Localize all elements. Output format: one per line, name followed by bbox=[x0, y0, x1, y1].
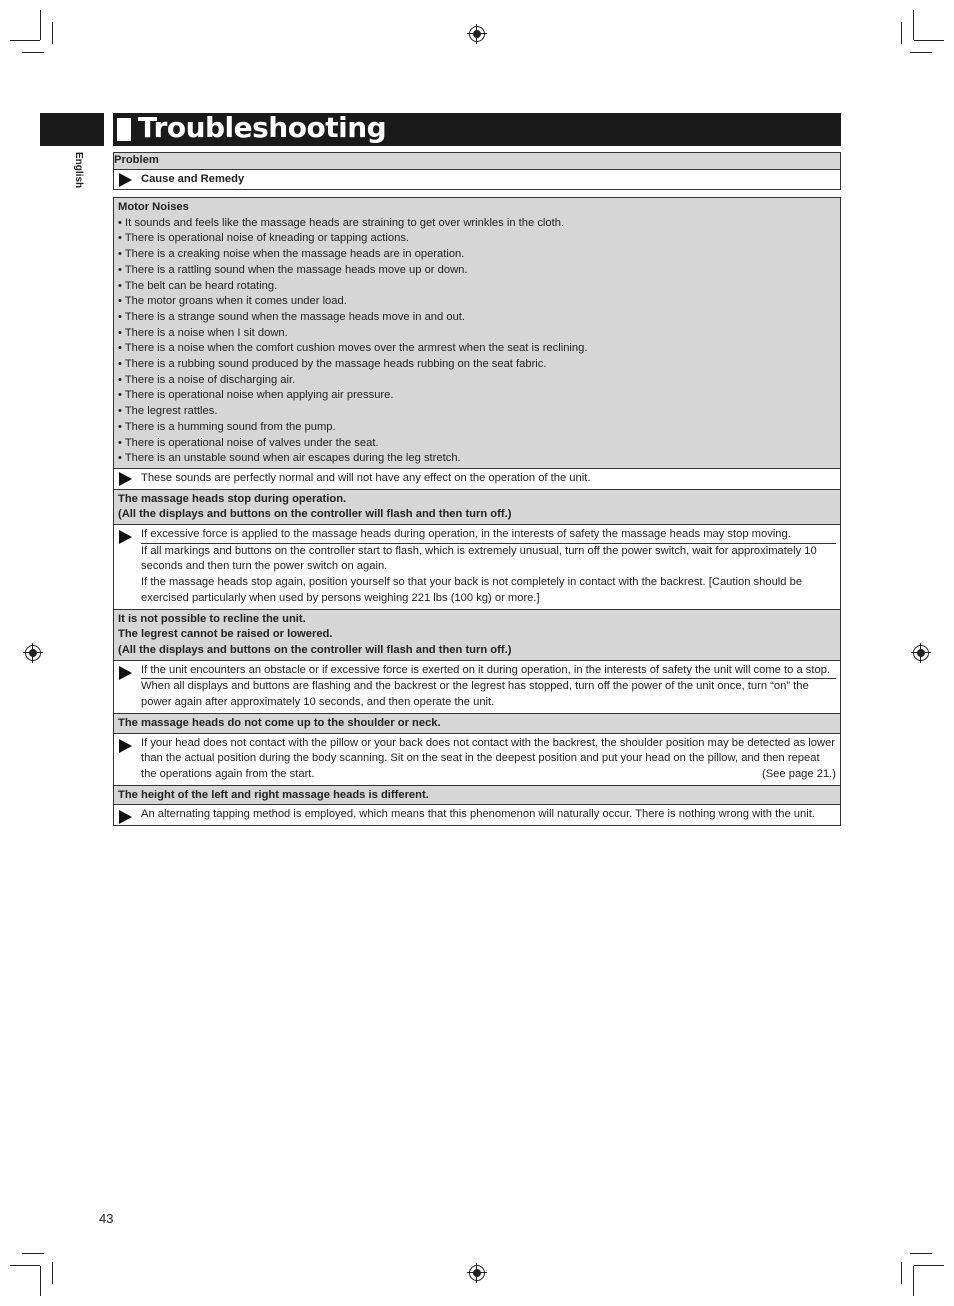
remedy-text: If your head does not contact with the pillow or your back does not contact with the backrest, the shoulder position may be detected as lower than the actual position during the body scanning. Sit on the seat in the deepest position and put your head on the pillow, and then repeat the operations again from the start. bbox=[141, 736, 836, 780]
crop-mark bbox=[22, 52, 44, 53]
table-row bbox=[114, 805, 841, 826]
troubleshooting-table bbox=[113, 197, 841, 826]
list-item: • The belt can be heard rotating. bbox=[118, 279, 278, 292]
language-label: English bbox=[73, 152, 84, 189]
problem-title: (All the displays and buttons on the controller will flash and then turn off.) bbox=[118, 643, 512, 656]
remedy-text: These sounds are perfectly normal and will not have any effect on the operation of the unit. bbox=[141, 471, 591, 484]
registration-mark-icon bbox=[25, 645, 41, 661]
arrow-icon bbox=[119, 810, 132, 824]
crop-mark bbox=[40, 10, 41, 40]
problem-title: (All the displays and buttons on the controller will flash and then turn off.) bbox=[118, 508, 512, 521]
remedy-caution: If the unit encounters an obstacle or if excessive force is exerted on it during operation, in the interests of safety the unit will come to a stop. bbox=[141, 663, 836, 680]
page-reference: (See page 21.) bbox=[761, 767, 836, 780]
table-row bbox=[114, 660, 841, 713]
list-item: • There is a noise when I sit down. bbox=[118, 326, 288, 339]
table-row bbox=[114, 785, 841, 805]
crop-mark bbox=[913, 1266, 914, 1296]
page-title: Troubleshooting bbox=[138, 111, 387, 144]
problem-heading: Problem bbox=[114, 154, 159, 166]
list-item: • There is a creaking noise when the massage heads are in operation. bbox=[118, 248, 465, 261]
arrow-icon bbox=[119, 666, 132, 680]
list-item: • There is operational noise of kneading or tapping actions. bbox=[118, 232, 410, 245]
list-item: • There is an unstable sound when air escapes during the leg stretch. bbox=[118, 452, 461, 465]
crop-mark bbox=[52, 22, 53, 44]
registration-mark-icon bbox=[469, 26, 485, 42]
title-bar bbox=[113, 113, 841, 146]
list-item: • There is operational noise of valves under the seat. bbox=[118, 436, 379, 449]
table-header bbox=[113, 152, 841, 190]
table-row bbox=[114, 489, 841, 524]
problem-title: Motor Noises bbox=[118, 201, 189, 213]
table-row bbox=[114, 525, 841, 610]
problem-title: The massage heads stop during operation. bbox=[118, 492, 347, 505]
remedy-text: If the massage heads stop again, position yourself so that your back is not completely in contact with the backrest. [Caution should be exercised particularly when used by persons weighing 221 lbs (100 kg) or more.] bbox=[141, 576, 803, 604]
arrow-icon bbox=[119, 739, 132, 753]
registration-mark-icon bbox=[469, 1265, 485, 1281]
crop-mark bbox=[910, 1253, 932, 1254]
table-row bbox=[114, 198, 841, 469]
crop-mark bbox=[910, 52, 932, 53]
crop-mark bbox=[10, 40, 40, 41]
list-item: • There is operational noise when applying air pressure. bbox=[118, 389, 394, 402]
remedy-heading: Cause and Remedy bbox=[141, 172, 245, 185]
remedy-caution: If excessive force is applied to the massage heads during operation, in the interests of safety the massage heads may stop moving. bbox=[141, 527, 836, 544]
list-item: • There is a noise when the comfort cushion moves over the armrest when the seat is reclining. bbox=[118, 342, 588, 355]
problem-title: The massage heads do not come up to the shoulder or neck. bbox=[118, 716, 441, 729]
arrow-icon bbox=[119, 173, 132, 187]
list-item: • There is a rubbing sound produced by the massage heads rubbing on the seat fabric. bbox=[118, 358, 547, 371]
list-item: • There is a noise of discharging air. bbox=[118, 373, 296, 386]
crop-mark bbox=[10, 1265, 40, 1266]
list-item: • There is a rattling sound when the massage heads move up or down. bbox=[118, 263, 468, 276]
crop-mark bbox=[914, 40, 944, 41]
crop-mark bbox=[40, 1266, 41, 1296]
crop-mark bbox=[914, 1265, 944, 1266]
list-item: • The motor groans when it comes under load. bbox=[118, 295, 347, 308]
crop-mark bbox=[901, 22, 902, 44]
problem-title: The height of the left and right massage heads is different. bbox=[118, 788, 429, 801]
table-row bbox=[114, 468, 841, 489]
list-item: • It sounds and feels like the massage heads are straining to get over wrinkles in the cloth. bbox=[118, 216, 565, 229]
table-row bbox=[114, 733, 841, 785]
page-number: 43 bbox=[99, 1211, 114, 1226]
remedy-text: If all markings and buttons on the controller start to flash, which is extremely unusual, turn off the power switch, wait for approximately 10 seconds and then turn the power switch on again. bbox=[141, 544, 817, 573]
problem-title: It is not possible to recline the unit. bbox=[118, 612, 306, 625]
list-item: • There is a humming sound from the pump. bbox=[118, 420, 336, 433]
crop-mark bbox=[901, 1262, 902, 1284]
arrow-icon bbox=[119, 530, 132, 544]
table-row bbox=[114, 609, 841, 660]
arrow-icon bbox=[119, 472, 132, 486]
problem-title: The legrest cannot be raised or lowered. bbox=[118, 628, 333, 641]
remedy-text: When all displays and buttons are flashing and the backrest or the legrest has stopped, turn off the power of the unit once, turn “on” the power again after approximately 10 seconds, and then operate the unit. bbox=[141, 680, 809, 709]
crop-mark bbox=[913, 10, 914, 40]
title-bar-accent bbox=[40, 113, 104, 146]
remedy-text: An alternating tapping method is employed, which means that this phenomenon will naturally occur. There is nothing wrong with the unit. bbox=[141, 808, 815, 821]
list-item: • The legrest rattles. bbox=[118, 405, 218, 418]
registration-mark-icon bbox=[913, 645, 929, 661]
table-row bbox=[114, 713, 841, 733]
title-block-marker bbox=[117, 118, 131, 141]
list-item: • There is a strange sound when the massage heads move in and out. bbox=[118, 310, 466, 323]
crop-mark bbox=[52, 1262, 53, 1284]
crop-mark bbox=[22, 1253, 44, 1254]
